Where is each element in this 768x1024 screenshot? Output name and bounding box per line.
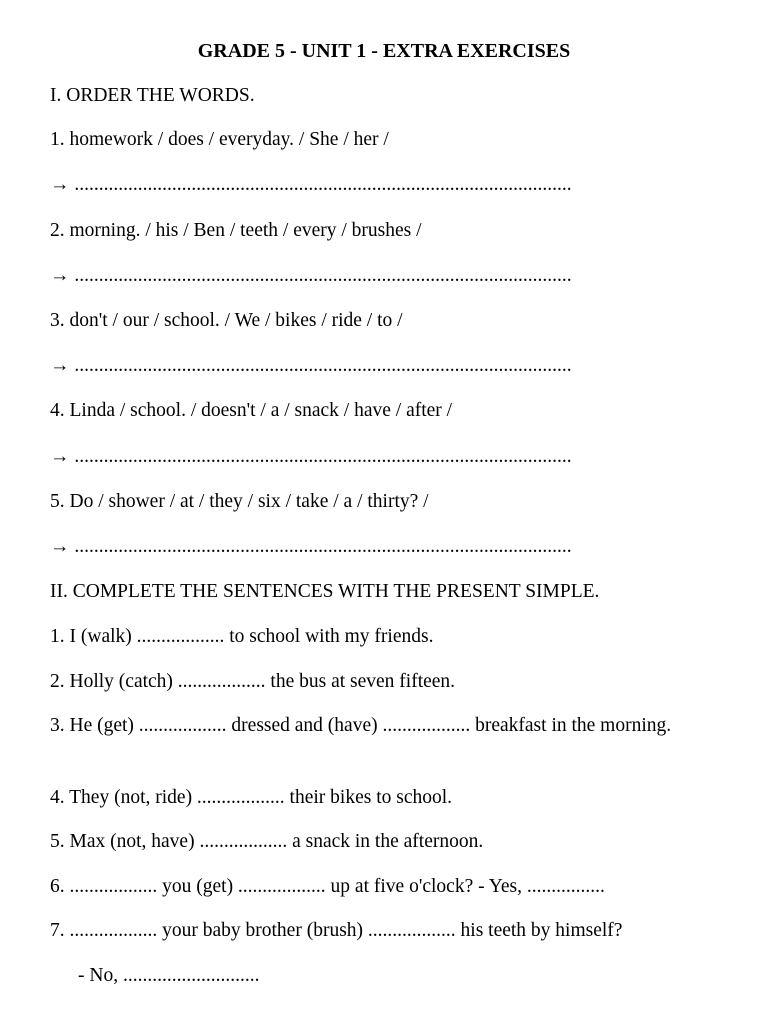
order-item-5-prompt: 5. Do / shower / at / they / six / take / a / thirty? / [50,491,429,512]
page-title: GRADE 5 - UNIT 1 - EXTRA EXERCISES [197,40,571,62]
complete-item-7[interactable]: 7. .................. your baby brother (brush) .................. his teeth by himself? [50,920,623,941]
section-2-heading: II. COMPLETE THE SENTENCES WITH THE PRESENT SIMPLE. [50,581,600,602]
order-item-1-answer-line[interactable]: → ...................................................................................................... [50,174,572,195]
order-item-4-prompt: 4. Linda / school. / doesn't / a / snack / have / after / [50,400,453,421]
complete-item-6[interactable]: 6. .................. you (get) .................. up at five o'clock? - Yes, ................ [50,876,605,897]
order-item-5-answer-line[interactable]: → ...................................................................................................... [50,536,572,557]
complete-item-5[interactable]: 5. Max (not, have) .................. a snack in the afternoon. [50,831,484,852]
order-item-3-answer-line[interactable]: → ...................................................................................................... [50,355,572,376]
order-item-2-prompt: 2. morning. / his / Ben / teeth / every / brushes / [50,220,422,241]
order-item-1-prompt: 1. homework / does / everyday. / She / her / [50,129,389,150]
complete-item-4[interactable]: 4. They (not, ride) .................. their bikes to school. [50,787,453,808]
complete-item-1[interactable]: 1. I (walk) .................. to school with my friends. [50,626,434,647]
complete-item-2[interactable]: 2. Holly (catch) .................. the bus at seven fifteen. [50,671,456,692]
order-item-4-answer-line[interactable]: → ...................................................................................................... [50,446,572,467]
section-1-heading: I. ORDER THE WORDS. [50,85,255,106]
complete-item-7-answer[interactable]: - No, ............................ [78,965,260,986]
order-item-3-prompt: 3. don't / our / school. / We / bikes / ride / to / [50,310,403,331]
order-item-2-answer-line[interactable]: → ...................................................................................................... [50,265,572,286]
complete-item-3[interactable]: 3. He (get) .................. dressed and (have) .................. breakfast in the morning. [50,715,672,736]
